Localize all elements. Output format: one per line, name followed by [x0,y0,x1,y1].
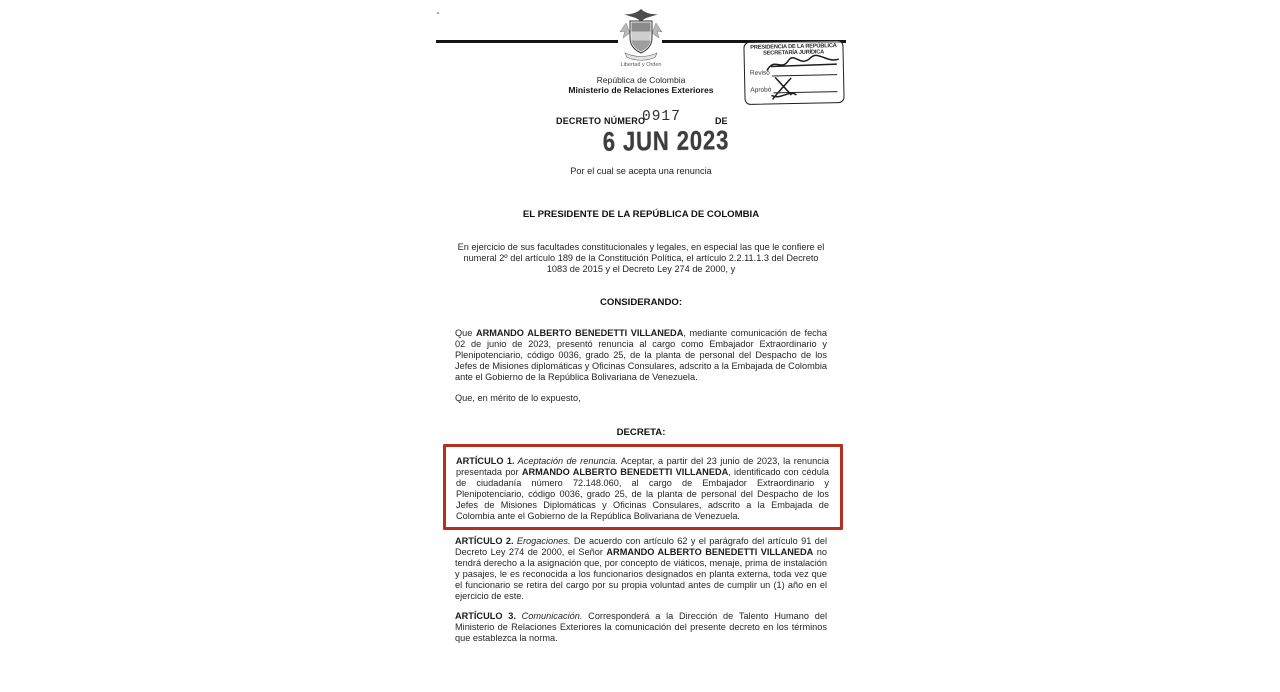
decree-number-label: DECRETO NÚMERO [556,116,646,126]
article-2-post: no tendrá derecho a la asignación que, por concepto de viáticos, menaje, prima de instalación y pasajes, le es reconocida a los funcionarios designados en planta externa, toda vez que el funcionario se retira del cargo por su propia voluntad antes de cumplir un (1) año en el ejercicio de este. [455,547,827,601]
decree-subject: Por el cual se acepta una renuncia [570,166,712,176]
colombia-coat-of-arms-icon [616,8,666,62]
person-name: ARMANDO ALBERTO BENEDETTI VILLANEDA [521,467,729,477]
stamp-title-line1: PRESIDENCIA DE LA REPÚBLICA [750,43,837,51]
article-3-paragraph [455,611,827,644]
article-3-text: Corresponderá a la Dirección de Talento Humano del Ministerio de Relaciones Exteriores la comunicación del presente decreto en los términos que establezca la norma. [455,611,827,643]
person-name: ARMANDO ALBERTO BENEDETTI VILLANEDA [475,328,684,338]
article-3-subtitle: Comunicación. [515,611,583,621]
considering-paragraph [455,328,827,383]
scan-artifact-dot [437,12,439,14]
aprobo-signature-icon [769,75,810,102]
article-1-pre: Aceptar, a partir del 23 junio de 2023, la renuncia presentada por [456,456,829,477]
article-1-highlight-box [443,444,843,530]
powers-paragraph: En ejercicio de sus facultades constitucionales y legales, en especial las que le confiere el numeral 2º del artículo 189 de la Constitución Política, el artículo 2.2.11.1.3 del Decreto 1083 de 2015 y el Decreto Ley 274 de 2000, y [457,242,825,274]
decree-document [436,0,846,692]
considering-pre: Que [455,328,476,338]
article-2-label: ARTÍCULO 2. [455,536,514,546]
article-1-label: ARTÍCULO 1. [456,456,515,466]
president-title: EL PRESIDENTE DE LA REPÚBLICA DE COLOMBIA [522,209,760,220]
article-2-subtitle: Erogaciones. [513,536,571,546]
considering-post: , mediante comunicación de fecha 02 de junio de 2023, presentó renuncia al cargo como Embajador Extraordinario y Plenipotenciario, código 0036, grado 25, de la planta de personal del Despacho de los Jefes de Misiones diplomáticas y Oficinas Consulares, adscrito a la Embajada de Colombia ante el Gobierno de la República Bolivariana de Venezuela. [455,328,827,382]
republic-line: República de Colombia [596,75,686,85]
ministry-line: Ministerio de Relaciones Exteriores [568,85,714,95]
stamp-aprobo-label: Aprobó [750,86,772,94]
stamp-reviso-label: Revisó [749,69,770,77]
decree-number-value: 0917 [642,109,681,125]
article-2-pre: De acuerdo con artículo 62 y el parágrafo del artículo 91 del Decreto Ley 274 de 2000, el Señor [455,536,827,557]
stamp-title-line2: SECRETARÍA JURÍDICA [763,49,825,57]
person-name: ARMANDO ALBERTO BENEDETTI VILLANEDA [606,547,814,557]
secretaria-juridica-stamp [743,40,844,105]
header-rule-left [436,40,618,43]
article-1-subtitle: Aceptación de renuncia. [514,456,618,466]
article-2-paragraph [455,536,827,602]
article-1-post: , identificado con cédula de ciudadanía número 72.148.060, al cargo de Embajador Extraordinario y Plenipotenciario, código 0036, grado 25, de la planta de personal del Despacho de los Jefes de Misiones Diplomáticas y Oficinas Consulares, adscrito a la Embajada de Colombia ante el Gobierno de la República Bolivariana de Venezuela. [456,467,830,521]
emblem-motto: Libertad y Orden [620,62,662,68]
considerando-heading: CONSIDERANDO: [599,297,683,308]
article-3-label: ARTÍCULO 3. [455,611,516,621]
decreta-heading: DECRETA: [616,427,666,438]
reviso-signature-icon [765,51,841,77]
article-1-paragraph [456,456,829,522]
decree-date-stamp: 6 JUN 2023 [602,125,730,157]
decree-de-label: DE [715,116,728,126]
merito-line: Que, en mérito de lo expuesto, [455,393,581,403]
